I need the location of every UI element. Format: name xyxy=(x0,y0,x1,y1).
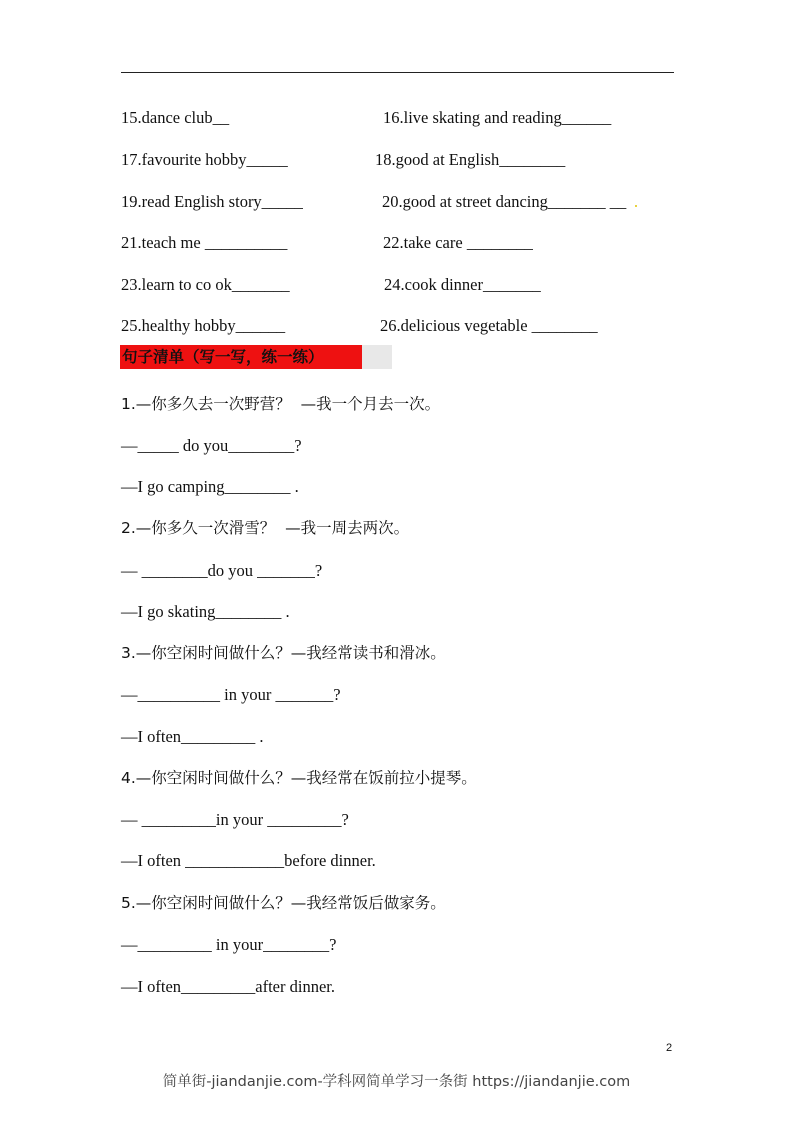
sentence-4-prompt: 4.—你空闲时间做什么？—我经常在饭前拉小提琴。 xyxy=(121,769,477,787)
sentence-1-prompt: 1.—你多久去一次野营？ —我一个月去一次。 xyxy=(121,395,441,413)
sentence-3-question: —__________ in your _______? xyxy=(121,685,341,704)
exercise-17: 17.favourite hobby_____ xyxy=(121,150,288,169)
exercise-18: 18.good at English________ xyxy=(375,150,566,169)
exercise-26: 26.delicious vegetable ________ xyxy=(380,316,598,335)
section-banner xyxy=(120,345,392,369)
page-number: 2 xyxy=(666,1042,673,1054)
sentence-2-answer: —I go skating________ . xyxy=(121,602,290,621)
exercise-19: 19.read English story_____ xyxy=(121,192,303,211)
sentence-4-question: — _________in your _________? xyxy=(121,810,349,829)
sentence-1-question: —_____ do you________? xyxy=(121,436,302,455)
exercise-24: 24.cook dinner_______ xyxy=(384,275,541,294)
exercise-15: 15.dance club__ xyxy=(121,108,230,127)
exercise-20: 20.good at street dancing_______ __ xyxy=(382,192,627,211)
sentence-3-prompt: 3.—你空闲时间做什么？—我经常读书和滑冰。 xyxy=(121,644,446,662)
sentence-2-question: — ________do you _______? xyxy=(121,561,323,580)
stray-mark xyxy=(635,205,637,207)
section-title: 句子清单（写一写，练一练） xyxy=(120,345,362,369)
footer-watermark: 简单街-jiandanjie.com-学科网简单学习一条街 https://jiandanjie.com xyxy=(162,1074,631,1090)
exercise-25: 25.healthy hobby______ xyxy=(121,316,286,335)
exercise-23: 23.learn to co ok_______ xyxy=(121,275,290,294)
exercise-16: 16.live skating and reading______ xyxy=(383,108,612,127)
header-rule xyxy=(121,72,674,73)
sentence-5-question: —_________ in your________? xyxy=(121,935,337,954)
sentence-2-prompt: 2.—你多久一次滑雪？ —我一周去两次。 xyxy=(121,519,410,537)
exercise-22: 22.take care ________ xyxy=(383,233,533,252)
sentence-3-answer: —I often_________ . xyxy=(121,727,264,746)
exercise-21: 21.teach me __________ xyxy=(121,233,288,252)
sentence-4-answer: —I often ____________before dinner. xyxy=(121,851,376,870)
sentence-5-answer: —I often_________after dinner. xyxy=(121,977,335,996)
sentence-5-prompt: 5.—你空闲时间做什么？—我经常饭后做家务。 xyxy=(121,894,446,912)
sentence-1-answer: —I go camping________ . xyxy=(121,477,299,496)
